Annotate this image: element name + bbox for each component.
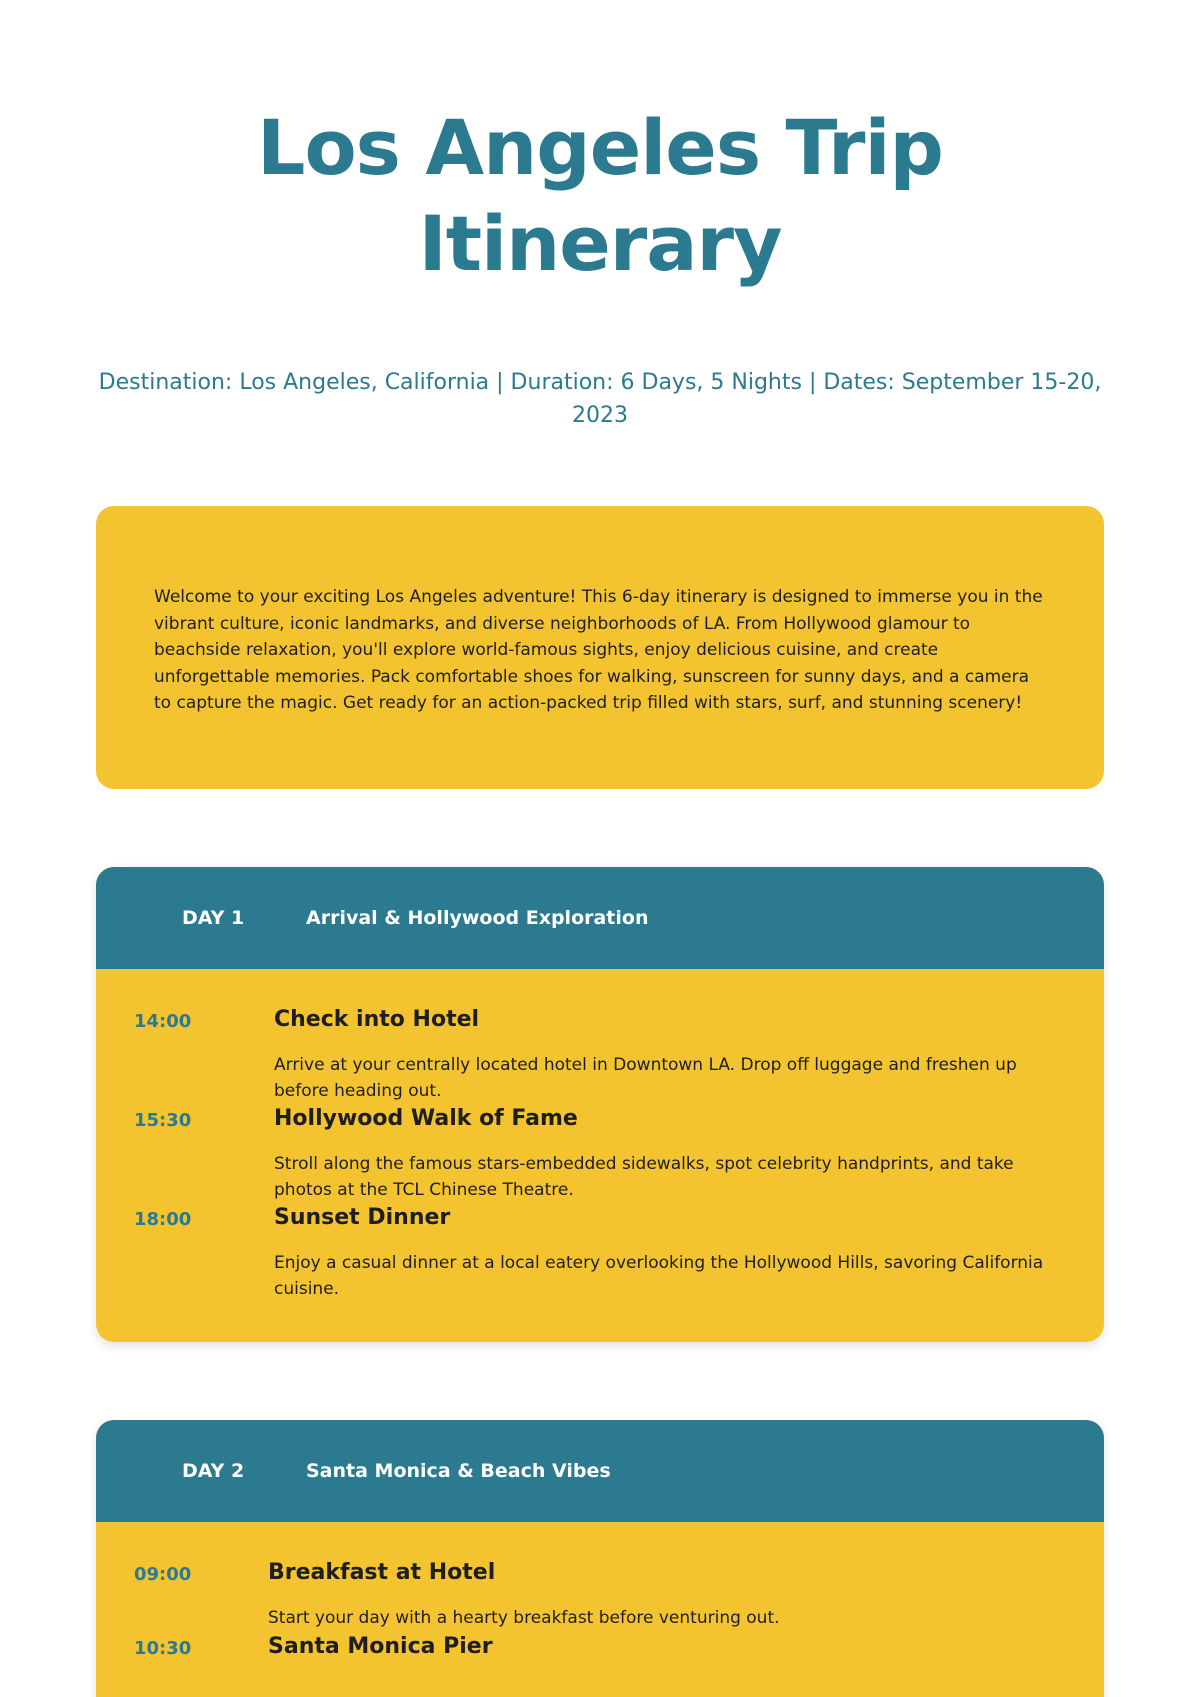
event-title: Breakfast at Hotel (268, 1560, 496, 1585)
intro-text: Welcome to your exciting Los Angeles adventure! This 6-day itinerary is designed to immerse you in the vibrant culture, iconic landmarks, and diverse neighborhoods of LA. From Hollywood glamour to beachside relaxation, you'll explore world-famous sights, enjoy delicious cuisine, and create unforgettable memories. Pack comfortable shoes for walking, sunscreen for sunny days, and a camera to capture the magic. Get ready for an action-packed trip filled with stars, surf, and stunning scenery! (154, 587, 1043, 713)
event-description: Start your day with a hearty breakfast before venturing out. (268, 1608, 780, 1628)
day-label: DAY 2 (182, 1460, 245, 1482)
event-item (96, 1203, 1104, 1302)
event-time: 10:30 (134, 1637, 192, 1659)
day-title: Arrival & Hollywood Exploration (306, 907, 649, 929)
day-card-1 (96, 867, 1104, 1342)
event-title: Sunset Dinner (274, 1205, 451, 1230)
itinerary-page (0, 100, 1200, 1697)
day-card-2 (96, 1420, 1104, 1697)
day-label: DAY 1 (182, 907, 245, 929)
page-title: Los Angeles Trip Itinerary (257, 103, 943, 288)
day-events (96, 1522, 1104, 1697)
day-events (96, 969, 1104, 1342)
event-description: Stroll along the famous stars-embedded sidewalks, spot celebrity handprints, and take photos at the TCL Chinese Theatre. (274, 1154, 1014, 1200)
event-time: 14:00 (134, 1011, 192, 1032)
event-item (96, 1005, 1104, 1104)
day-title: Santa Monica & Beach Vibes (306, 1460, 611, 1482)
day-header (96, 1420, 1104, 1522)
trip-summary: Destination: Los Angeles, California | Duration: 6 Days, 5 Nights | Dates: September 15-20, 2023 (98, 370, 1102, 428)
event-time: 09:00 (134, 1564, 192, 1585)
event-time: 15:30 (134, 1110, 192, 1131)
event-title: Santa Monica Pier (268, 1633, 493, 1659)
event-item (96, 1632, 1104, 1680)
event-time: 18:00 (134, 1209, 192, 1230)
event-description: Arrive at your centrally located hotel in Downtown LA. Drop off luggage and freshen up before heading out. (274, 1055, 1017, 1101)
event-title: Hollywood Walk of Fame (274, 1106, 578, 1131)
day-header (96, 867, 1104, 969)
intro-box (96, 506, 1104, 789)
event-item (96, 1558, 1104, 1632)
event-title: Check into Hotel (274, 1007, 480, 1032)
event-description: Enjoy a casual dinner at a local eatery overlooking the Hollywood Hills, savoring California cuisine. (274, 1253, 1044, 1299)
event-item (96, 1104, 1104, 1203)
